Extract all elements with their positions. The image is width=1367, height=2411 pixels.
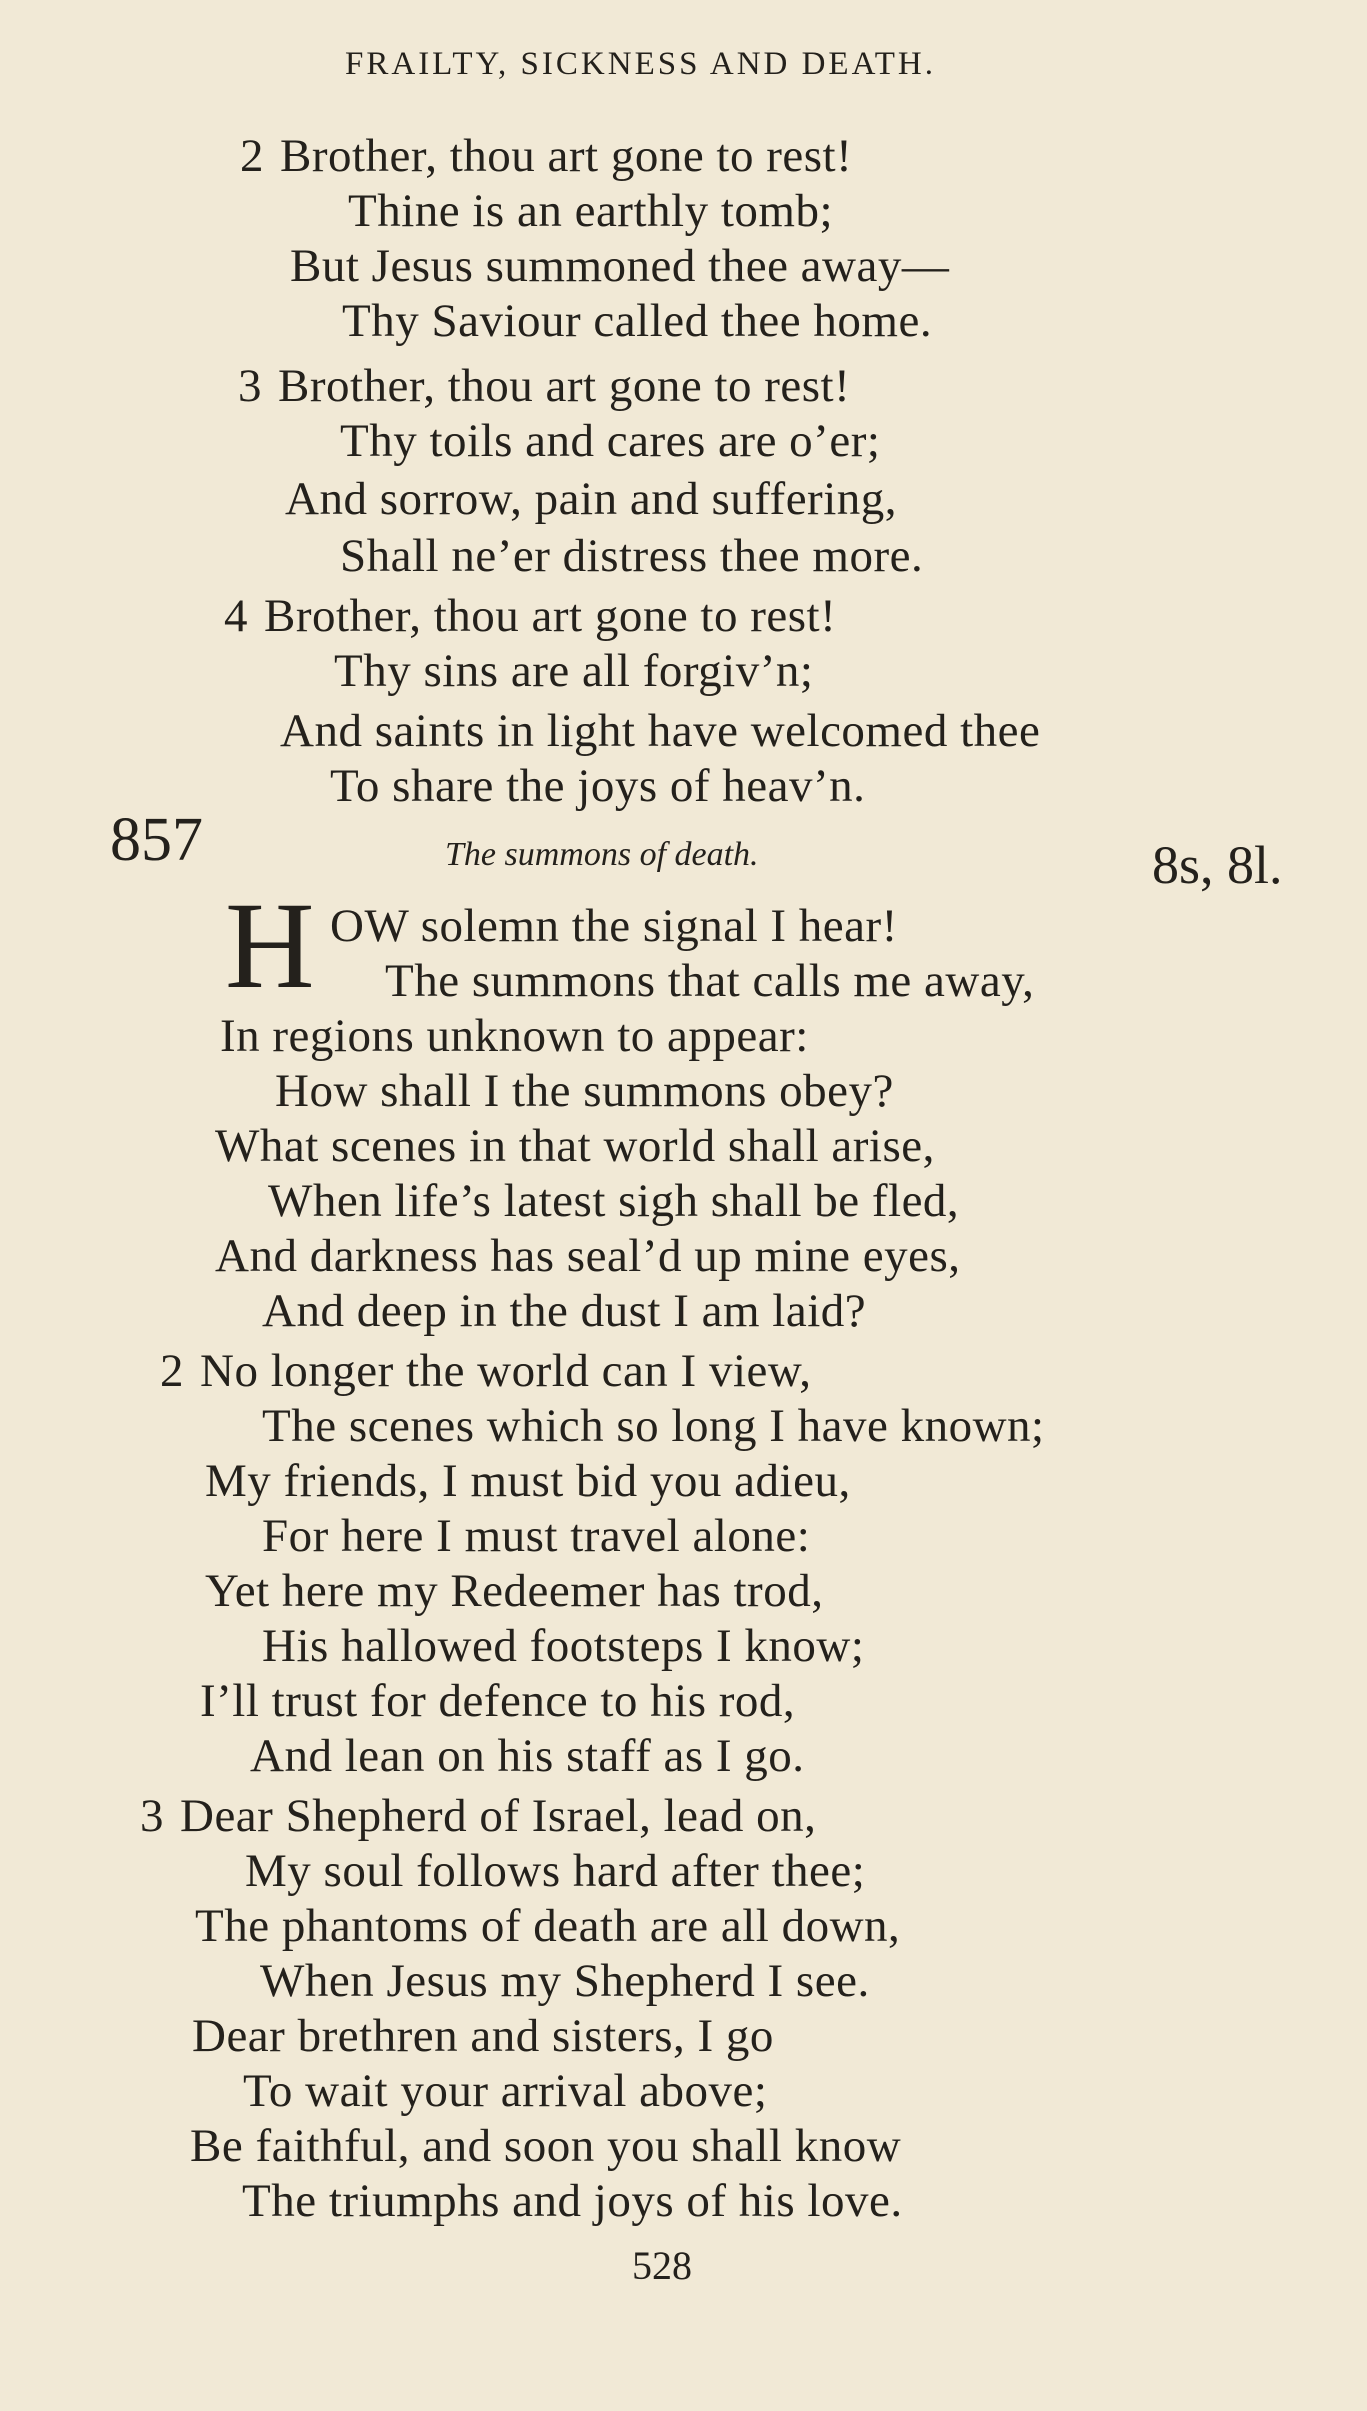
verse-line: And darkness has seal’d up mine eyes, bbox=[215, 1230, 961, 1282]
verse-line: Yet here my Redeemer has trod, bbox=[205, 1565, 824, 1617]
verse-line: Brother, thou art gone to rest! bbox=[280, 130, 853, 182]
verse-line: For here I must travel alone: bbox=[262, 1510, 811, 1562]
hymn-meter: 8s, 8l. bbox=[1152, 835, 1283, 895]
verse-line: OW solemn the signal I hear! bbox=[330, 900, 898, 952]
verse-line: The scenes which so long I have known; bbox=[262, 1400, 1045, 1452]
verse-line: Thine is an earthly tomb; bbox=[348, 185, 834, 237]
verse-line: To share the joys of heav’n. bbox=[330, 760, 866, 812]
verse-line: My friends, I must bid you adieu, bbox=[205, 1455, 851, 1507]
verse-line: Brother, thou art gone to rest! bbox=[278, 360, 851, 412]
stanza-first-line bbox=[224, 590, 836, 642]
verse-line: Be faithful, and soon you shall know bbox=[190, 2120, 902, 2172]
drop-cap: H bbox=[225, 877, 315, 1014]
verse-line: Thy toils and cares are o’er; bbox=[340, 415, 881, 467]
stanza-number: 2 bbox=[160, 1345, 184, 1397]
verse-line: His hallowed footsteps I know; bbox=[262, 1620, 865, 1672]
verse-line: The phantoms of death are all down, bbox=[195, 1900, 901, 1952]
page-number: 528 bbox=[632, 2243, 692, 2288]
verse-line: Thy sins are all forgiv’n; bbox=[334, 645, 814, 697]
verse-line: Dear brethren and sisters, I go bbox=[192, 2010, 774, 2062]
verse-line: What scenes in that world shall arise, bbox=[215, 1120, 935, 1172]
stanza-number: 2 bbox=[240, 130, 264, 182]
verse-line: Shall ne’er distress thee more. bbox=[340, 530, 924, 582]
verse-line: And lean on his staff as I go. bbox=[250, 1730, 805, 1782]
verse-line: To wait your arrival above; bbox=[243, 2065, 768, 2117]
verse-line: And saints in light have welcomed thee bbox=[280, 705, 1041, 757]
stanza-first-line bbox=[238, 360, 850, 412]
verse-line: The triumphs and joys of his love. bbox=[242, 2175, 903, 2227]
hymn-number: 857 bbox=[110, 806, 203, 874]
stanza-first-line bbox=[140, 1790, 816, 1842]
running-head: FRAILTY, SICKNESS AND DEATH. bbox=[345, 46, 937, 82]
stanza-number: 3 bbox=[238, 360, 262, 412]
verse-line: My soul follows hard after thee; bbox=[245, 1845, 866, 1897]
verse-line: Brother, thou art gone to rest! bbox=[264, 590, 837, 642]
hymn-title: The summons of death. bbox=[445, 836, 759, 873]
stanza-number: 4 bbox=[224, 590, 248, 642]
verse-line: Dear Shepherd of Israel, lead on, bbox=[180, 1790, 817, 1842]
verse-line: Thy Saviour called thee home. bbox=[342, 295, 933, 347]
verse-line: When life’s latest sigh shall be fled, bbox=[268, 1175, 960, 1227]
verse-line: The summons that calls me away, bbox=[385, 955, 1035, 1007]
stanza-first-line bbox=[240, 130, 852, 182]
stanza-first-line bbox=[160, 1345, 812, 1397]
verse-line: And sorrow, pain and suffering, bbox=[285, 473, 898, 525]
verse-line: And deep in the dust I am laid? bbox=[262, 1285, 867, 1337]
verse-line: How shall I the summons obey? bbox=[275, 1065, 894, 1117]
verse-line: When Jesus my Shepherd I see. bbox=[260, 1955, 870, 2007]
verse-line: But Jesus summoned thee away— bbox=[290, 240, 950, 292]
verse-line: In regions unknown to appear: bbox=[220, 1010, 809, 1062]
verse-line: I’ll trust for defence to his rod, bbox=[200, 1675, 796, 1727]
verse-line: No longer the world can I view, bbox=[200, 1345, 812, 1397]
stanza-number: 3 bbox=[140, 1790, 164, 1842]
